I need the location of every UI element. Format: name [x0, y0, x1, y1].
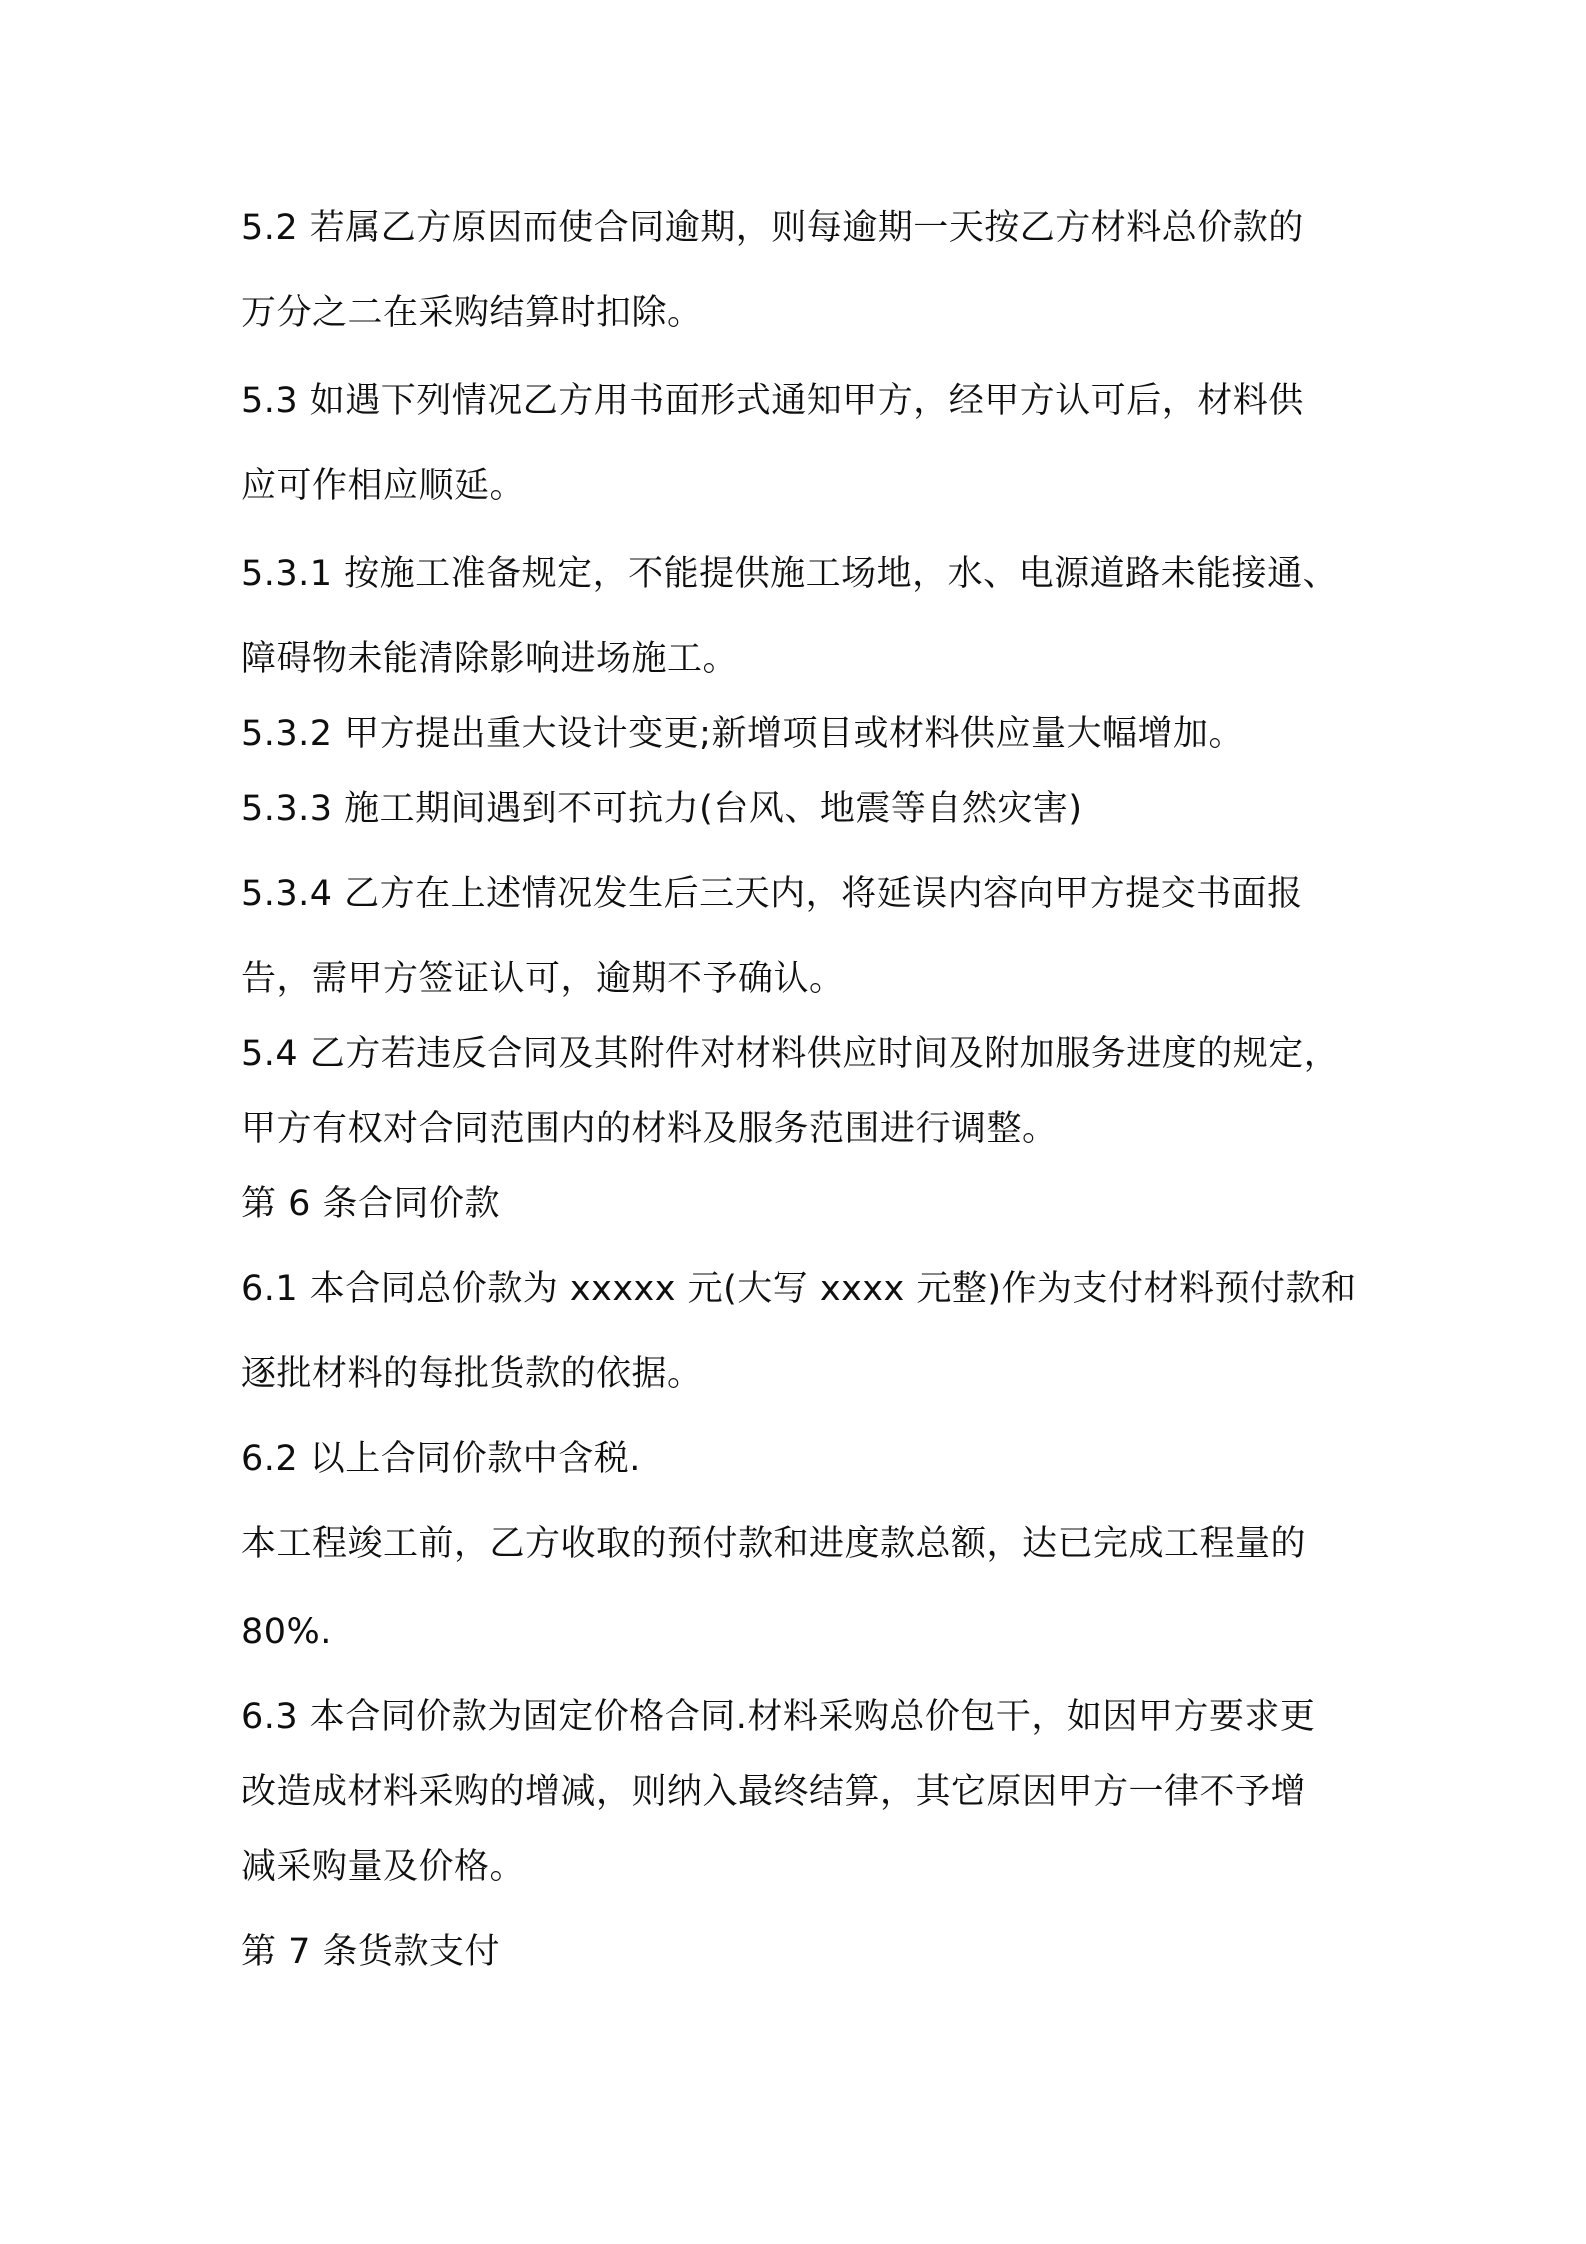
text-line-clause-6-2: 6.2 以上合同价款中含税. [241, 1439, 641, 1479]
text-line-clause-6-2-note: 本工程竣工前，乙方收取的预付款和进度款总额，达已完成工程量的 [241, 1524, 1307, 1564]
text-line-clause-5-3-1-cont: 障碍物未能清除影响进场施工。 [241, 639, 739, 679]
document-body [241, 202, 1381, 2011]
text-line-clause-6-3: 6.3 本合同价款为固定价格合同.材料采购总价包干，如因甲方要求更 [241, 1697, 1316, 1737]
text-line-clause-6-3-cont: 改造成材料采购的增减，则纳入最终结算，其它原因甲方一律不予增 [241, 1772, 1307, 1812]
text-line-clause-5-3-4-cont: 告，需甲方签证认可，逾期不予确认。 [241, 959, 845, 999]
text-line-clause-5-3: 5.3 如遇下列情况乙方用书面形式通知甲方，经甲方认可后，材料供 [241, 381, 1304, 421]
section-heading-article-6: 第 6 条合同价款 [241, 1184, 501, 1224]
text-line-clause-6-1: 6.1 本合同总价款为 xxxxx 元(大写 xxxx 元整)作为支付材料预付款和 [241, 1269, 1357, 1309]
text-line-clause-5-3-1: 5.3.1 按施工准备规定，不能提供施工场地，水、电源道路未能接通、 [241, 554, 1339, 594]
text-line-clause-5-3-cont: 应可作相应顺延。 [241, 466, 526, 506]
text-line-clause-5-3-4: 5.3.4 乙方在上述情况发生后三天内，将延误内容向甲方提交书面报 [241, 874, 1303, 914]
text-line-clause-5-2: 5.2 若属乙方原因而使合同逾期，则每逾期一天按乙方材料总价款的 [241, 208, 1304, 248]
text-line-clause-5-3-3: 5.3.3 施工期间遇到不可抗力(台风、地震等自然灾害) [241, 789, 1083, 829]
text-line-clause-5-4: 5.4 乙方若违反合同及其附件对材料供应时间及附加服务进度的规定， [241, 1034, 1340, 1074]
text-line-clause-5-4-cont: 甲方有权对合同范围内的材料及服务范围进行调整。 [241, 1109, 1058, 1149]
text-line-clause-6-2-note-cont: 80%. [241, 1612, 332, 1652]
section-heading-article-7: 第 7 条货款支付 [241, 1932, 501, 1972]
text-line-clause-5-2-cont: 万分之二在采购结算时扣除。 [241, 293, 703, 333]
text-line-clause-5-3-2: 5.3.2 甲方提出重大设计变更;新增项目或材料供应量大幅增加。 [241, 714, 1244, 754]
text-line-clause-6-3-cont-2: 减采购量及价格。 [241, 1847, 526, 1887]
text-line-clause-6-1-cont: 逐批材料的每批货款的依据。 [241, 1354, 703, 1394]
